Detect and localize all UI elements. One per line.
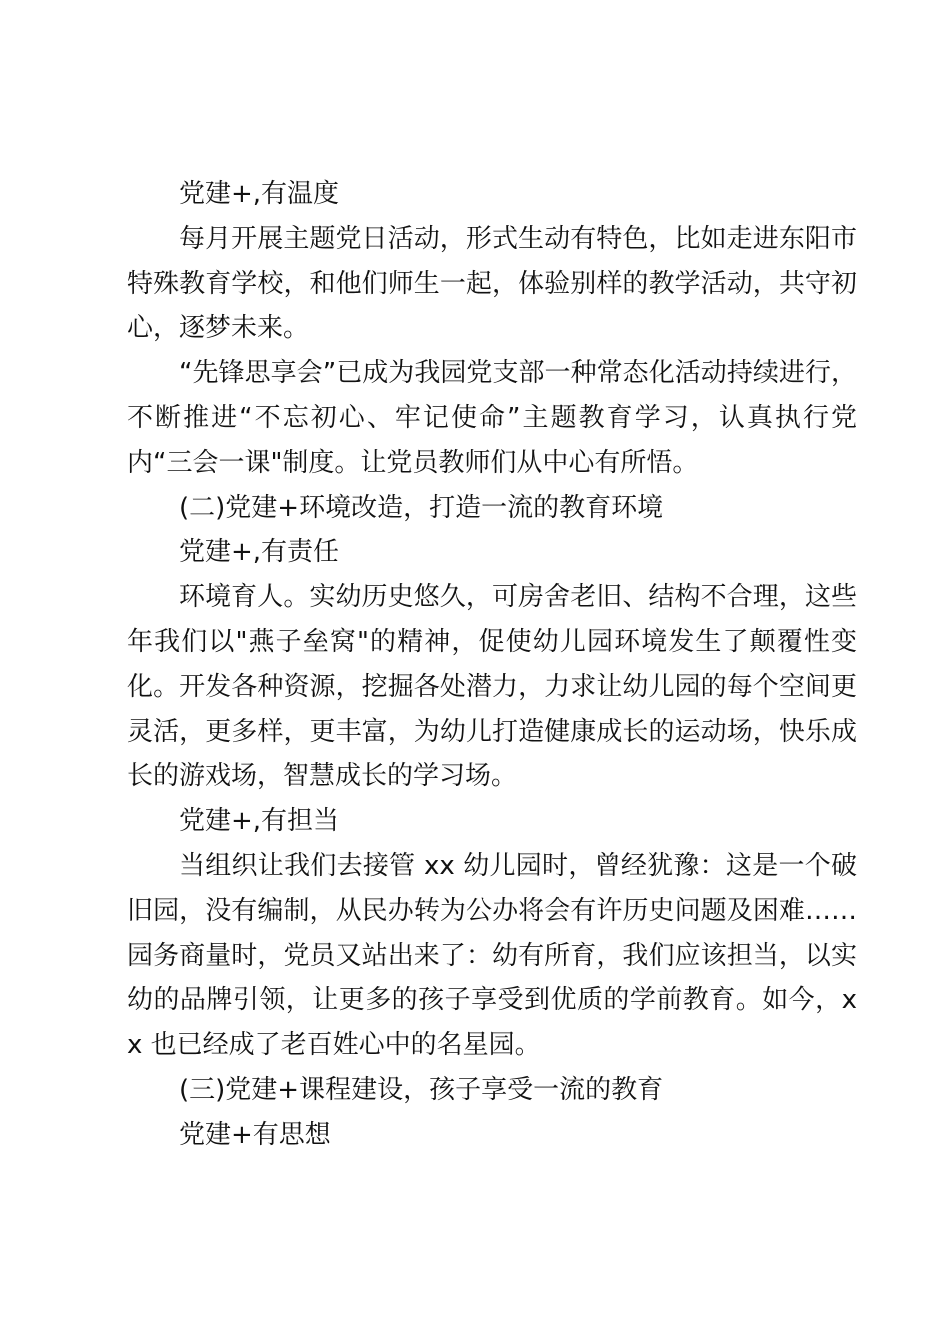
document-body — [127, 172, 857, 1158]
subheading-commitment: 党建+,有担当 — [179, 806, 340, 837]
subheading-thought: 党建+有思想 — [179, 1119, 331, 1150]
body-paragraph: “先锋思享会”已成为我园党支部一种常态化活动持续进行，不断推进“不忘初心、牢记使命”主题教育学习，认真执行党内“三会一课"制度。让党员教师们从中心有所悟。 — [127, 358, 857, 478]
body-paragraph: 当组织让我们去接管 xx 幼儿园时，曾经犹豫：这是一个破旧园，没有编制，从民办转为公办将会有许历史问题及困难……园务商量时，党员又站出来了：幼有所育，我们应该担当，以实幼的品牌引领，让更多的孩子享受到优质的学前教育。如今，xx 也已经成了老百姓心中的名星园。 — [127, 850, 857, 1061]
subheading-responsibility: 党建+,有责任 — [179, 537, 340, 568]
section-heading-curriculum: (三)党建+课程建设，孩子享受一流的教育 — [179, 1074, 664, 1105]
body-paragraph: 每月开展主题党日活动，形式生动有特色，比如走进东阳市特殊教育学校，和他们师生一起，体验别样的教学活动，共守初心，逐梦未来。 — [127, 223, 857, 344]
subheading-warmth: 党建+,有温度 — [179, 179, 340, 209]
section-heading-environment: (二)党建+环境改造，打造一流的教育环境 — [179, 492, 664, 523]
body-paragraph: 环境育人。实幼历史悠久，可房舍老旧、结构不合理，这些年我们以"燕子垒窝"的精神，促使幼儿园环境发生了颠覆性变化。开发各种资源，挖掘各处潜力，力求让幼儿园的每个空间更灵活，更多样，更丰富，为幼儿打造健康成长的运动场，快乐成长的游戏场，智慧成长的学习场。 — [127, 582, 857, 792]
